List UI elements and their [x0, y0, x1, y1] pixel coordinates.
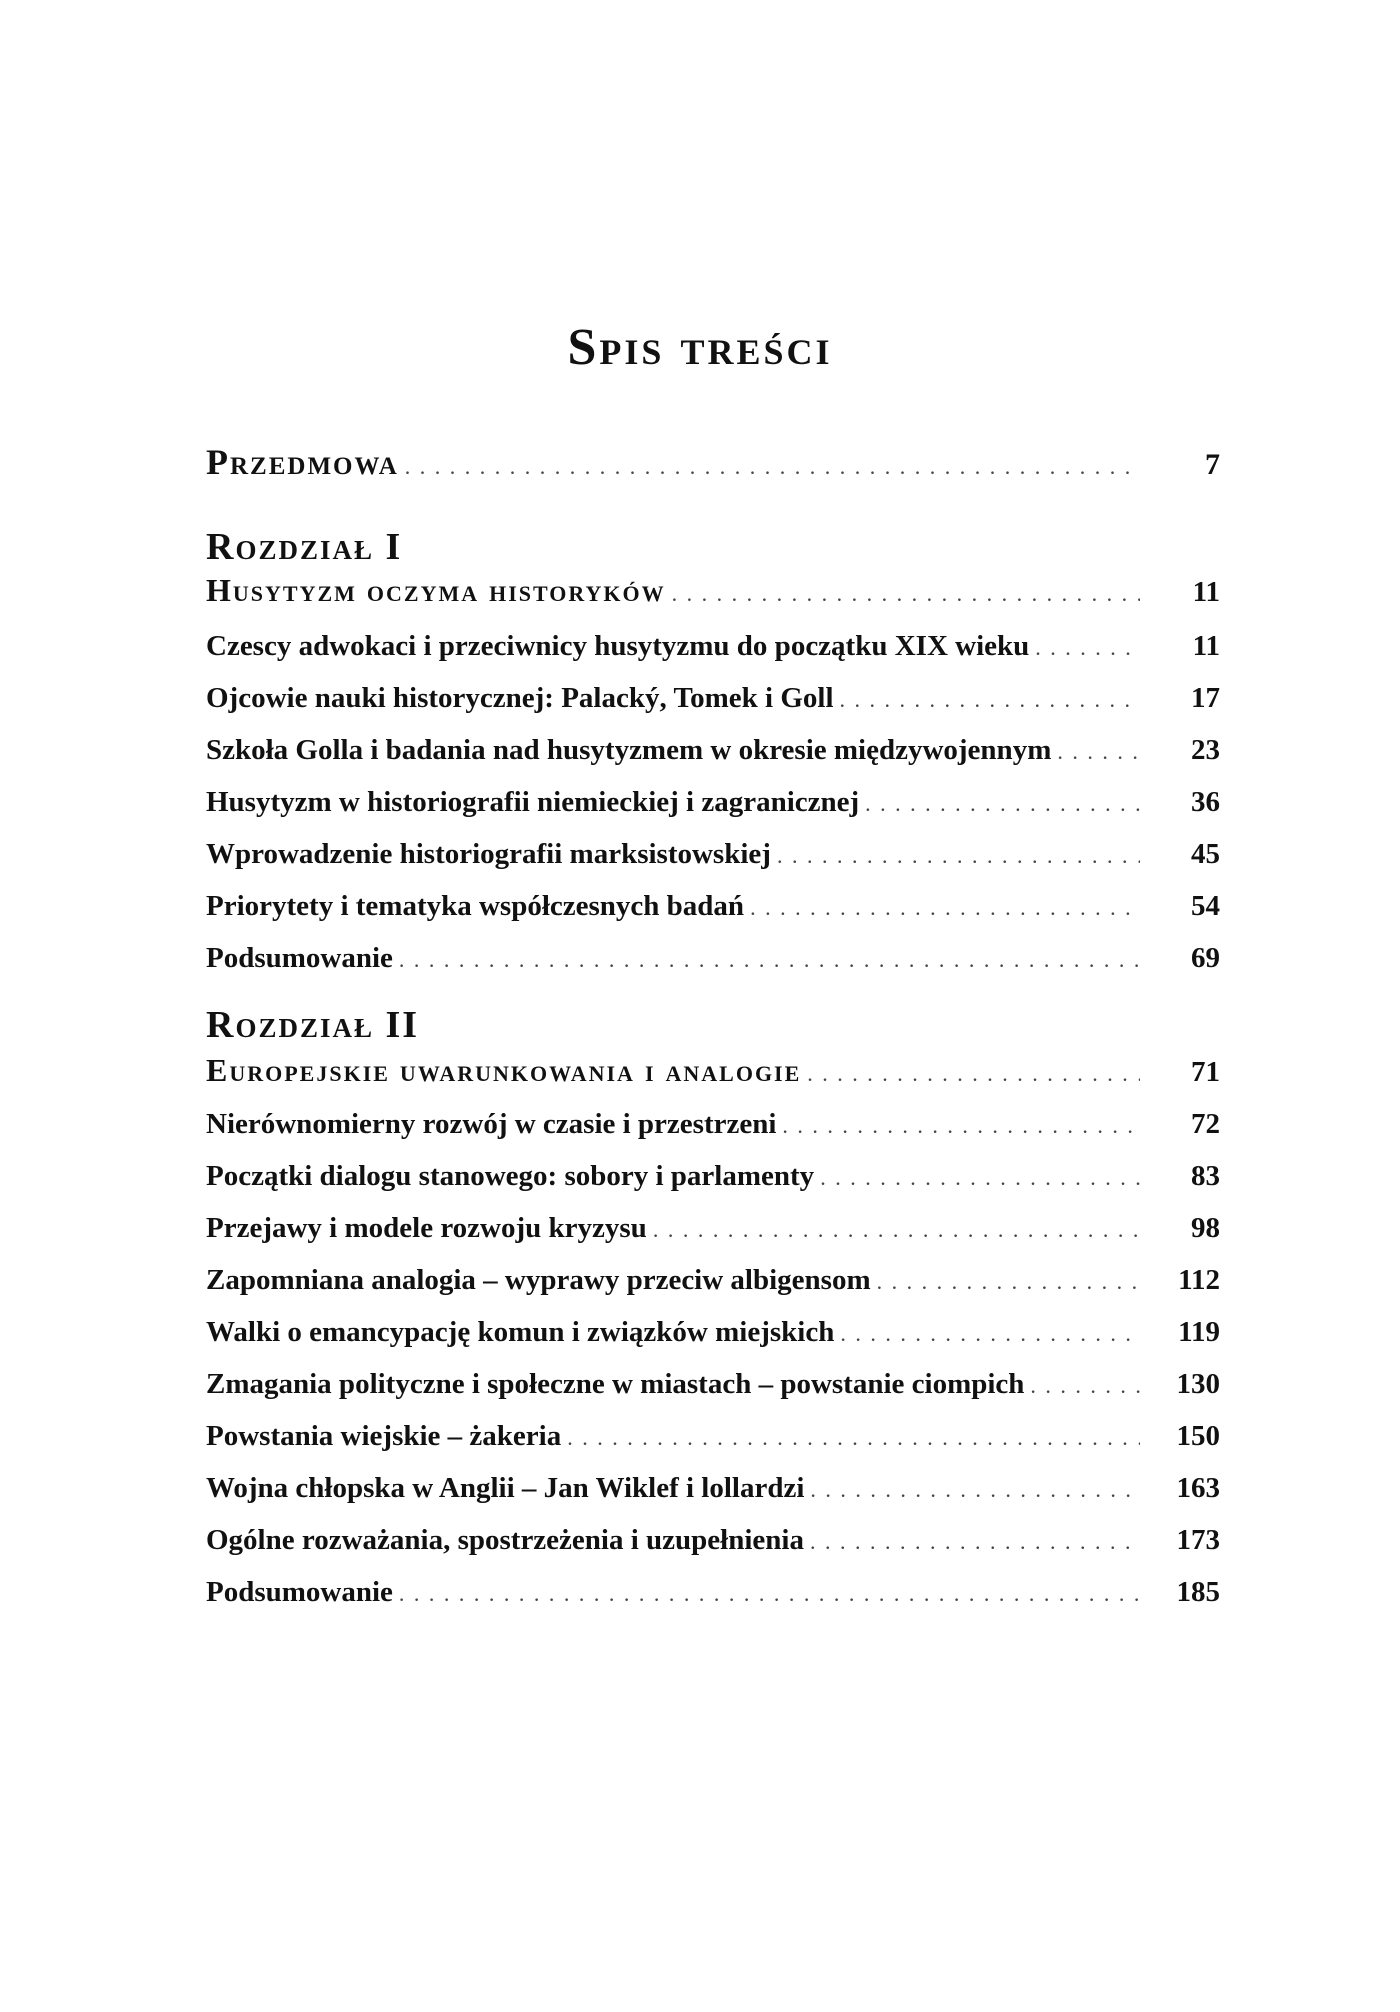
dot-leader — [810, 1479, 1140, 1501]
toc-entry-chapter-title[interactable] — [206, 574, 1220, 607]
toc-entry[interactable] — [206, 944, 1220, 973]
toc-entry[interactable] — [206, 684, 1220, 713]
toc-page-number: 36 — [1191, 786, 1220, 818]
toc-page-number: 163 — [1176, 1472, 1220, 1504]
dot-leader — [807, 1063, 1140, 1085]
toc-page-number: 54 — [1191, 890, 1220, 922]
toc-entry-label: Podsumowanie — [206, 942, 393, 974]
toc-entry-label: Zapomniana analogia – wyprawy przeciw albigensom — [206, 1264, 871, 1296]
toc-entry-label: Europejskie uwarunkowania i analogie — [206, 1052, 802, 1088]
toc-entry[interactable] — [206, 1526, 1220, 1555]
toc-entry[interactable] — [206, 1162, 1220, 1191]
toc-entry-label: Husytyzm w historiografii niemieckiej i zagranicznej — [206, 786, 860, 818]
toc-entry-label: Czescy adwokaci i przeciwnicy husytyzmu do początku XIX wieku — [206, 630, 1030, 662]
dot-leader — [399, 1583, 1140, 1605]
toc-entry[interactable] — [206, 892, 1220, 921]
toc-page-number: 69 — [1191, 942, 1220, 974]
toc-entry-label: Nierównomierny rozwój w czasie i przestrzeni — [206, 1108, 777, 1140]
chapter-heading: Rozdział II — [206, 1004, 420, 1046]
toc-entry-label: Wprowadzenie historiografii marksistowskiej — [206, 838, 771, 870]
dot-leader — [405, 456, 1140, 478]
toc-entry-label: Ojcowie nauki historycznej: Palacký, Tomek i Goll — [206, 682, 834, 714]
toc-page-number: 71 — [1191, 1056, 1220, 1088]
dot-leader — [1030, 1375, 1140, 1397]
toc-entry[interactable] — [206, 1474, 1220, 1503]
toc-entry[interactable] — [206, 1578, 1220, 1607]
toc-page-number: 17 — [1191, 682, 1220, 714]
toc-page-number: 130 — [1176, 1368, 1220, 1400]
toc-page-number: 98 — [1191, 1212, 1220, 1244]
toc-entry[interactable] — [206, 1318, 1220, 1347]
toc-page-number: 72 — [1191, 1108, 1220, 1140]
toc-entry-label: Ogólne rozważania, spostrzeżenia i uzupełnienia — [206, 1524, 804, 1556]
dot-leader — [777, 845, 1140, 867]
toc-entry-label: Przedmowa — [206, 442, 399, 482]
toc-entry-preface[interactable] — [206, 444, 1220, 480]
toc-entry-label: Podsumowanie — [206, 1576, 393, 1608]
toc-page-number: 185 — [1176, 1576, 1220, 1608]
chapter-heading: Rozdział I — [206, 526, 403, 568]
dot-leader — [672, 583, 1140, 605]
toc-entry-label: Walki o emancypację komun i związków miejskich — [206, 1316, 835, 1348]
toc-entry[interactable] — [206, 1214, 1220, 1243]
dot-leader — [782, 1115, 1140, 1137]
toc-page-number: 11 — [1192, 576, 1220, 608]
toc-page-number: 112 — [1178, 1264, 1220, 1296]
toc-page-number: 119 — [1178, 1316, 1220, 1348]
dot-leader — [750, 897, 1140, 919]
toc-entry-label: Priorytety i tematyka współczesnych badań — [206, 890, 745, 922]
toc-entry-label: Zmagania polityczne i społeczne w miastach – powstanie ciompich — [206, 1368, 1025, 1400]
toc-page-number: 150 — [1176, 1420, 1220, 1452]
toc-page-number: 45 — [1191, 838, 1220, 870]
toc-page-number: 23 — [1191, 734, 1220, 766]
toc-page-number: 11 — [1192, 630, 1220, 662]
toc-entry-label: Powstania wiejskie – żakeria — [206, 1420, 562, 1452]
toc-entry[interactable] — [206, 1370, 1220, 1399]
dot-leader — [810, 1531, 1140, 1553]
toc-entry[interactable] — [206, 736, 1220, 765]
dot-leader — [840, 689, 1140, 711]
toc-page-number: 173 — [1176, 1524, 1220, 1556]
dot-leader — [1035, 637, 1140, 659]
toc-entry-chapter-title[interactable] — [206, 1054, 1220, 1087]
toc-entry[interactable] — [206, 1266, 1220, 1295]
page-title: Spis treści — [567, 319, 833, 376]
dot-leader — [877, 1271, 1140, 1293]
toc-entry-label: Szkoła Golla i badania nad husytyzmem w okresie międzywojennym — [206, 734, 1052, 766]
toc-entry[interactable] — [206, 1110, 1220, 1139]
toc-entry-label: Husytyzm oczyma historyków — [206, 572, 666, 608]
dot-leader — [399, 949, 1140, 971]
toc-entry[interactable] — [206, 632, 1220, 661]
toc-page-number: 7 — [1205, 448, 1220, 481]
toc-page-number: 83 — [1191, 1160, 1220, 1192]
dot-leader — [820, 1167, 1140, 1189]
toc-entry-label: Przejawy i modele rozwoju kryzysu — [206, 1212, 647, 1244]
dot-leader — [840, 1323, 1140, 1345]
toc-entry[interactable] — [206, 840, 1220, 869]
dot-leader — [1057, 741, 1140, 763]
dot-leader — [653, 1219, 1140, 1241]
dot-leader — [567, 1427, 1140, 1449]
dot-leader — [865, 793, 1140, 815]
toc-entry[interactable] — [206, 788, 1220, 817]
toc-entry[interactable] — [206, 1422, 1220, 1451]
toc-entry-label: Początki dialogu stanowego: sobory i parlamenty — [206, 1160, 815, 1192]
toc-entry-label: Wojna chłopska w Anglii – Jan Wiklef i lollardzi — [206, 1472, 805, 1504]
